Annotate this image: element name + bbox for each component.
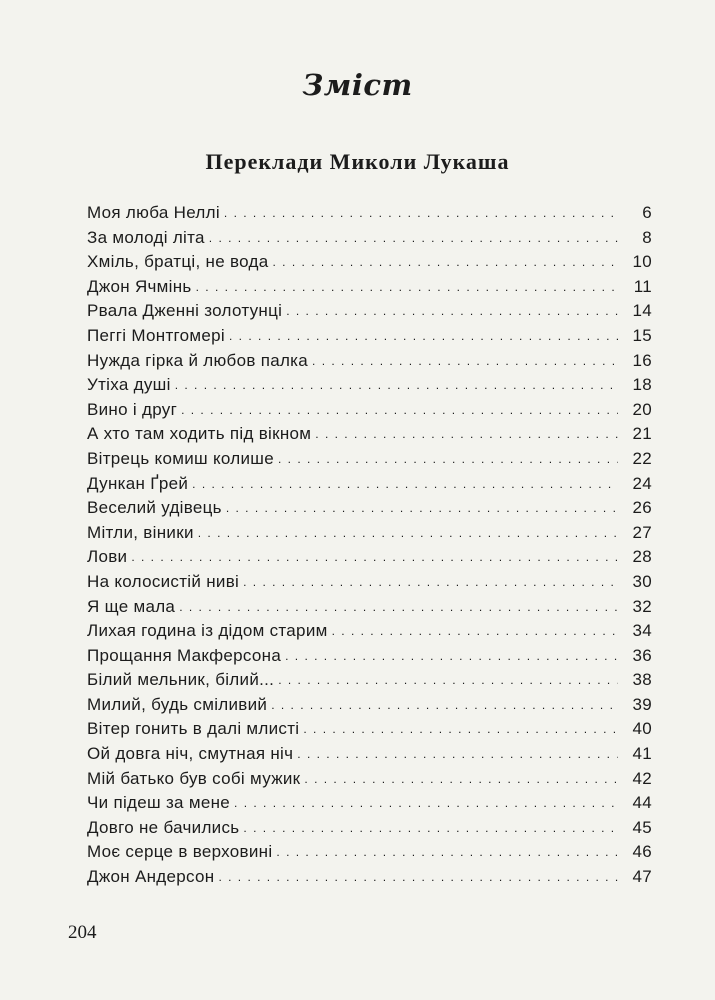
toc-entry-page: 46 <box>632 842 652 862</box>
toc-entry <box>87 351 652 376</box>
dot-leader <box>332 620 618 640</box>
dot-leader <box>304 768 618 788</box>
toc-entry-page: 34 <box>632 621 652 641</box>
toc-entry-page: 27 <box>632 522 652 542</box>
toc-entry-title: Милий, будь сміливий <box>87 694 268 714</box>
toc-entry-title: Моя люба Неллі <box>87 203 220 222</box>
toc-entry <box>87 424 652 449</box>
toc-entry <box>87 719 652 744</box>
table-of-contents <box>87 203 652 892</box>
toc-entry <box>87 547 652 572</box>
toc-entry-page: 38 <box>632 670 652 690</box>
dot-leader <box>303 718 618 738</box>
toc-entry-page: 26 <box>632 498 652 518</box>
toc-entry-title: Утіха душі <box>87 375 171 395</box>
toc-entry-page: 11 <box>633 276 652 296</box>
dot-leader <box>224 202 618 222</box>
toc-entry-title: Вино і друг <box>87 399 178 419</box>
toc-entry-title: Вітрець комиш колише <box>87 448 274 468</box>
toc-entry-page: 30 <box>632 571 652 591</box>
toc-entry-page: 36 <box>632 645 652 665</box>
toc-entry-title: Моє серце в верховині <box>87 842 273 862</box>
toc-entry <box>87 695 652 720</box>
toc-entry-title: Прощання Макферсона <box>87 645 282 665</box>
toc-entry-page: 32 <box>632 596 652 616</box>
toc-entry <box>87 769 652 794</box>
toc-entry-page: 42 <box>632 768 652 788</box>
toc-entry <box>87 621 652 646</box>
toc-entry <box>87 523 652 548</box>
toc-entry <box>87 646 652 671</box>
toc-entry <box>87 842 652 867</box>
toc-entry-title: Мітли, віники <box>87 522 194 542</box>
toc-entry-page: 6 <box>642 203 652 222</box>
toc-entry-title: Веселий удівець <box>87 498 222 518</box>
dot-leader <box>285 645 618 665</box>
toc-entry-page: 41 <box>632 744 652 764</box>
toc-entry-page: 45 <box>632 817 652 837</box>
toc-entry-title: Білий мельник, білий... <box>87 670 275 690</box>
toc-entry-title: Мій батько був собі мужик <box>87 768 301 788</box>
toc-entry <box>87 400 652 425</box>
toc-entry <box>87 449 652 474</box>
dot-leader <box>286 300 618 320</box>
dot-leader <box>198 522 618 542</box>
toc-entry-title: Ой довга ніч, смутная ніч <box>87 744 294 764</box>
dot-leader <box>192 473 618 493</box>
toc-entry-page: 16 <box>632 350 652 370</box>
toc-entry-page: 40 <box>632 719 652 739</box>
toc-entry <box>87 867 652 892</box>
dot-leader <box>243 817 618 837</box>
dot-leader <box>196 276 618 296</box>
toc-entry <box>87 670 652 695</box>
toc-entry <box>87 744 652 769</box>
dot-leader <box>209 227 618 247</box>
toc-entry-page: 20 <box>632 399 652 419</box>
toc-entry <box>87 277 652 302</box>
dot-leader <box>273 251 618 271</box>
dot-leader <box>131 546 618 566</box>
toc-entry-title: Довго не бачились <box>87 817 240 837</box>
dot-leader <box>229 325 618 345</box>
toc-entry <box>87 793 652 818</box>
dot-leader <box>315 423 618 443</box>
toc-entry <box>87 597 652 622</box>
toc-entry-title: Джон Ячмінь <box>87 276 192 296</box>
toc-entry-title: Вітер гонить в далі млисті <box>87 719 300 739</box>
toc-entry-title: Чи підеш за мене <box>87 793 231 813</box>
toc-entry-title: Я ще мала <box>87 596 176 616</box>
toc-entry-title: Нужда гірка й любов палка <box>87 350 309 370</box>
toc-entry-page: 44 <box>632 793 652 813</box>
toc-entry <box>87 572 652 597</box>
dot-leader <box>218 866 618 886</box>
toc-entry <box>87 474 652 499</box>
toc-entry <box>87 326 652 351</box>
dot-leader <box>312 350 618 370</box>
dot-leader <box>243 571 618 591</box>
toc-entry-title: Хміль, братці, не вода <box>87 252 269 272</box>
toc-entry <box>87 252 652 277</box>
page-title: Зміст <box>302 68 413 102</box>
toc-entry-title: За молоді літа <box>87 227 205 247</box>
dot-leader <box>179 596 618 616</box>
footer-page-number: 204 <box>68 922 97 943</box>
toc-entry <box>87 228 652 253</box>
dot-leader <box>278 669 618 689</box>
toc-entry-page: 18 <box>632 375 652 395</box>
toc-entry-page: 47 <box>632 867 652 887</box>
toc-entry-page: 10 <box>632 252 652 272</box>
toc-entry-title: А хто там ходить під вікном <box>87 424 312 444</box>
dot-leader <box>181 399 618 419</box>
toc-entry-page: 8 <box>642 227 652 247</box>
toc-entry <box>87 203 652 228</box>
dot-leader <box>297 743 618 763</box>
toc-entry-page: 14 <box>632 301 652 321</box>
toc-entry <box>87 375 652 400</box>
toc-entry <box>87 498 652 523</box>
toc-entry <box>87 818 652 843</box>
dot-leader <box>226 497 618 517</box>
toc-entry-page: 22 <box>632 448 652 468</box>
toc-entry-title: Дункан Ґрей <box>87 473 189 493</box>
toc-entry-page: 15 <box>632 325 652 345</box>
dot-leader <box>271 694 618 714</box>
dot-leader <box>276 841 618 861</box>
toc-entry-title: Рвала Дженні золотунці <box>87 301 283 321</box>
toc-entry-page: 28 <box>632 547 652 567</box>
section-heading: Переклади Миколи Лукаша <box>205 149 510 174</box>
toc-entry-title: Лови <box>87 547 128 567</box>
toc-entry-title: Джон Андерсон <box>87 867 215 887</box>
toc-entry <box>87 301 652 326</box>
toc-entry-title: Пеггі Монтгомері <box>87 325 226 345</box>
toc-entry-page: 24 <box>632 473 652 493</box>
toc-entry-title: На колосистій ниві <box>87 571 240 591</box>
toc-entry-page: 21 <box>632 424 652 444</box>
dot-leader <box>234 792 618 812</box>
dot-leader <box>175 374 618 394</box>
dot-leader <box>278 448 618 468</box>
toc-entry-title: Лихая година із дідом старим <box>87 621 328 641</box>
toc-entry-page: 39 <box>632 694 652 714</box>
